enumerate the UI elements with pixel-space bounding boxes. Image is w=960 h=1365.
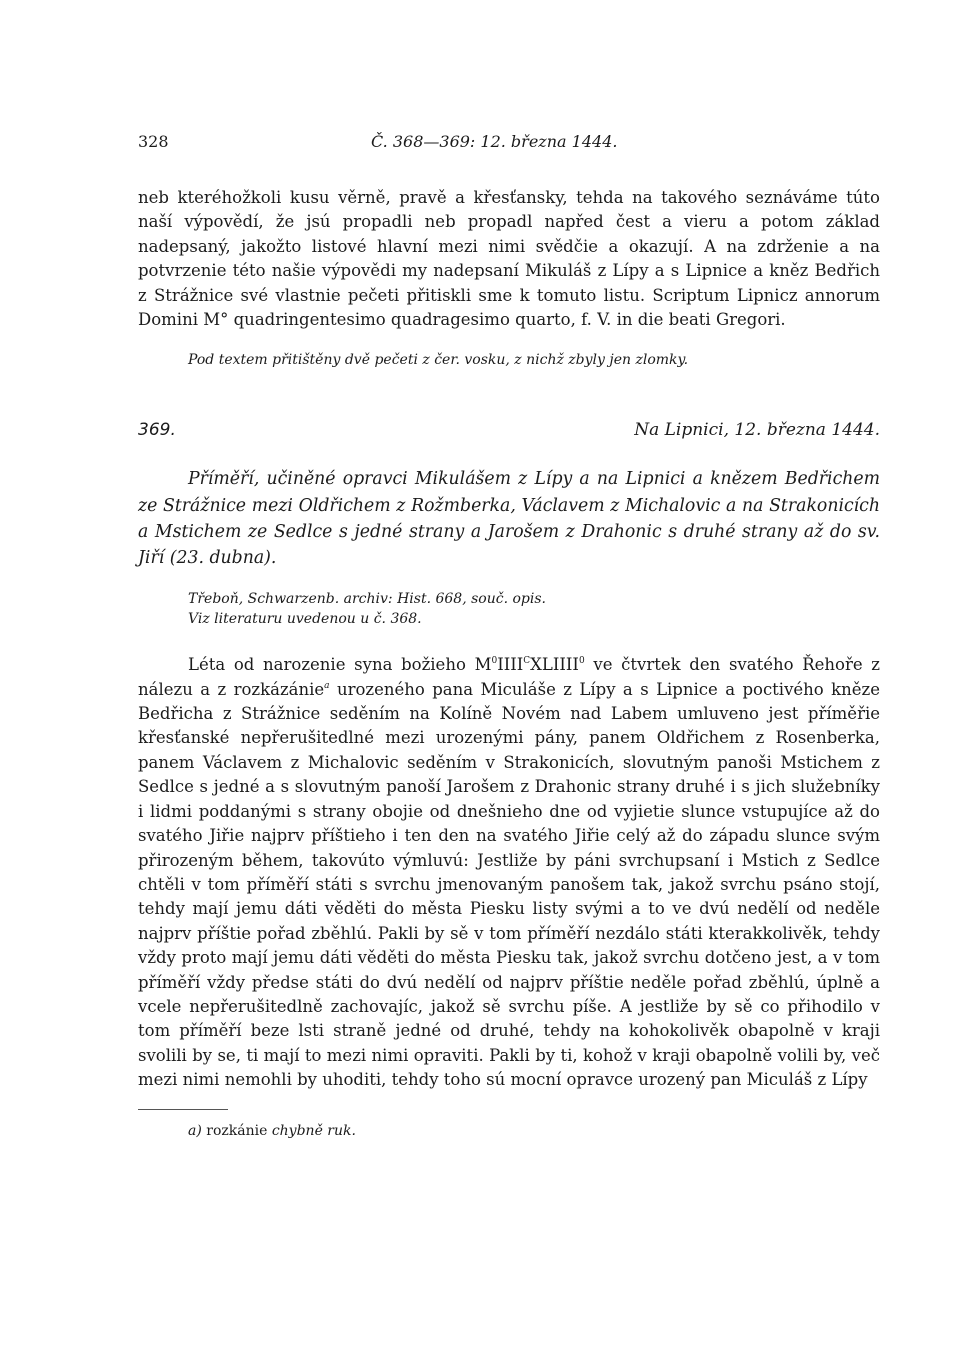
document-page bbox=[138, 132, 880, 1140]
footnote-divider bbox=[138, 1109, 228, 1110]
continued-paragraph: neb kteréhožkoli kusu věrně, pravě a křesťansky, tehda na takového seznáváme túto naší výpovědí, že jsú propadli neb propadl napřed čest a vieru a potom základ nadepsaný, jakožto listové hlavní mezi nimi svědčie a okazují. A na zdrženie a na potvrzenie této našie výpovědi my nadepsaní Mikuláš z Lípy a s Lipnice a kněz Bedřich z Strážnice své vlastnie pečeti přitiskli sme k tomuto listu. Scriptum Lipnicz annorum Domini M° quadringentesimo quadragesimo quarto, f. V. in die beati Gregori. bbox=[138, 188, 880, 330]
text-part: urozeného pana Miculáše z Lípy a s Lipnice a poctivého kněze Bedřicha z Strážnice seděním na Kolíně Novém nad Labem umluveno jest příměřie křesťanské nepřerušitedlné mezi urozenými pány, panem Oldřichem z Rosenberka, panem Václavem z Michalovic seděním v Strakonicích, slovutným panoši Mstichem z Sedlce s jedné a s slovutným panoší Jarošem z Drahonic strany druhé i s jich služebníky i lidmi poddanými s strany obojie od dnešnieho dne od vyjietie slunce vstupujíce až do svatého Jiřie najprv příštieho i ten den na svatého Jiřie celý až do západu slunce svým přirozeným během, takovúto výmluvú: Jestliže by páni svrchupsaní i Mstich z Sedlce chtěli v tom příměří státi s svrchu jmenovaným panošem tak, jakož svrchu psáno stojí, tehdy mají jemu dáti věděti do města Piesku listy svými a to ve dvú nedělí od neděle najprv příštie pořad zběhlú. Pakli by sě v tom příměří nezdálo státi kterakkolivěk, tehdy vždy proto mají jemu dáti věděti do města Piesku tak, jakož svrchu dotčeno jest, a v tom příměří vždy předse státi do dvú nedělí od najprv příštie neděle pořad zběhlú, úplně a vcele nepřerušitedlně zachovajíc, jakož sě svrchu píše. A jestližе by sě co přihodilo v tom příměří beze lsti straně jedné od druhé, tehdy na kohokolivěk obapolně v kraji svolili by se, ti mají to mezi nimi opraviti. Pakli by ti, kohož v kraji obapolně volili by, več mezi nimi nemohli by uhoditi, tehdy toho sú mocní opravce urozený pan Miculáš z Lípy bbox=[138, 679, 880, 1090]
running-header bbox=[138, 132, 880, 158]
document-regest: Příměří, učiněné opravci Mikulášem z Lípy a na Lipnici a knězem Bedřichem ze Strážnice mezi Oldřichem z Rožmberka, Václavem z Michalovic a na Strakonicích a Mstichem ze Sedlce s jedné strany a Jarošem z Drahonic s druhé strany až do sv. Jiří (23. dubna). bbox=[138, 469, 880, 569]
text-part: XLIIII bbox=[530, 655, 579, 675]
source-archive: Třeboň, Schwarzenb. archiv: Hist. 668, souč. opis. bbox=[188, 591, 546, 608]
page-number: 328 bbox=[138, 132, 169, 151]
text-part: Léta od narozenie syna božieho M bbox=[188, 655, 492, 675]
document-sources bbox=[138, 589, 880, 629]
seal-note: Pod textem přitištěny dvě pečeti z čer. vosku, z nichž zbyly jen zlomky. bbox=[188, 352, 689, 369]
document-main-text bbox=[138, 653, 880, 1092]
text-part: IIII bbox=[497, 655, 524, 675]
running-title: Č. 368—369: 12. března 1444. bbox=[371, 132, 618, 151]
footnote-text: rozkánie bbox=[201, 1122, 272, 1139]
footnote-note: chybně ruk. bbox=[271, 1122, 356, 1139]
superscript-mark: 0 bbox=[578, 656, 585, 667]
document-heading bbox=[138, 420, 880, 444]
superscript-mark: 0 bbox=[491, 656, 498, 667]
document-number: 369. bbox=[138, 420, 176, 441]
footnote bbox=[138, 1122, 880, 1140]
document-place-date: Na Lipnici, 12. března 1444. bbox=[634, 420, 880, 441]
footnote-reference: a bbox=[324, 680, 330, 691]
text-part: ve čtvrtek den svatého Řehoře z nálezu a z rozkázánie bbox=[138, 655, 880, 699]
superscript-mark: C bbox=[523, 656, 531, 667]
source-literature: Viz literaturu uvedenou u č. 368. bbox=[188, 611, 422, 628]
footnote-label: a) bbox=[188, 1122, 202, 1139]
